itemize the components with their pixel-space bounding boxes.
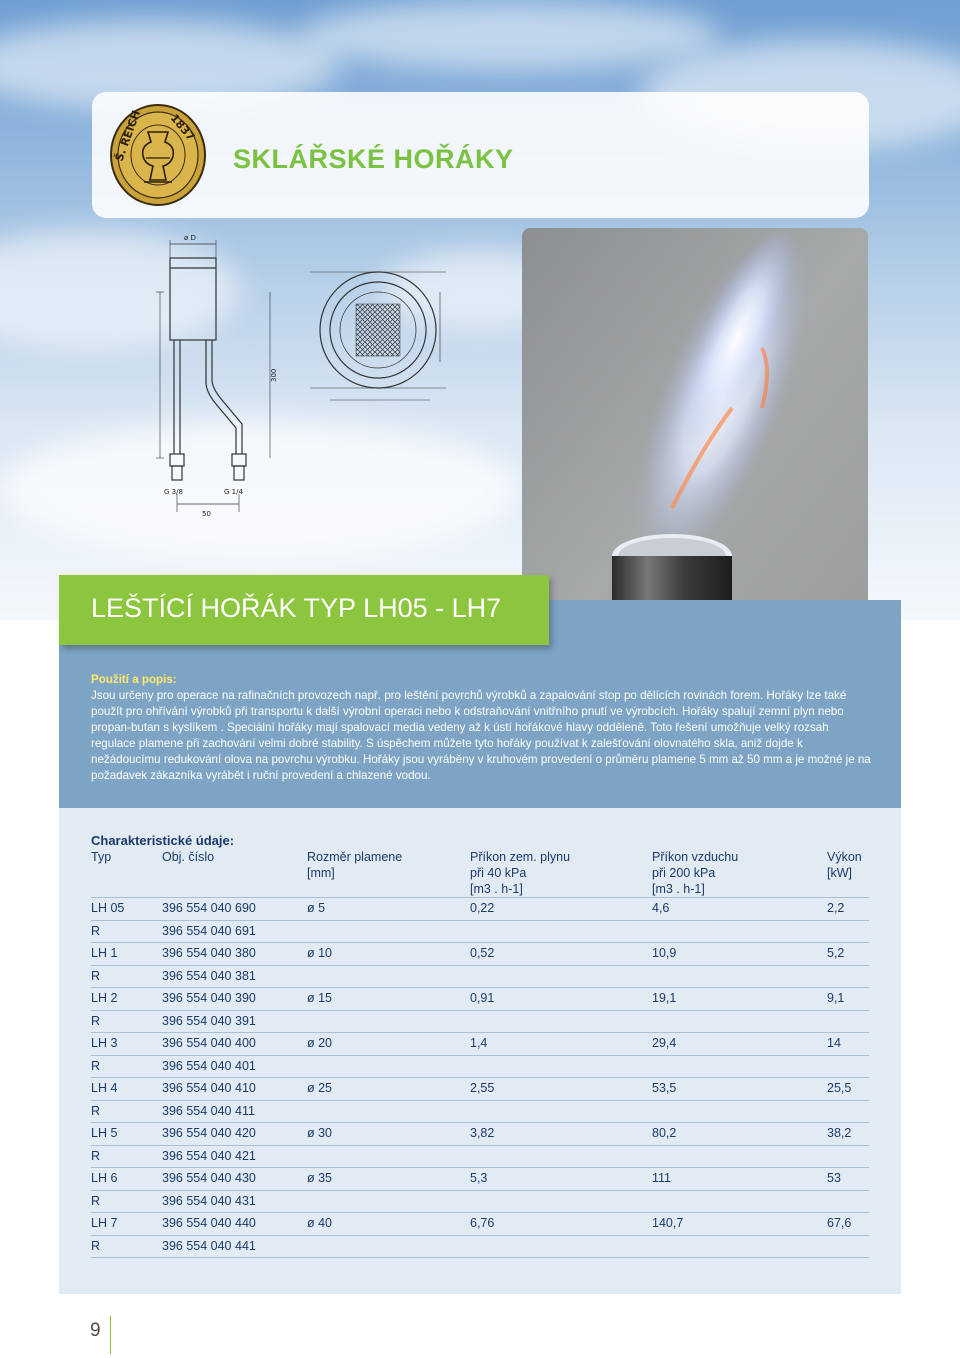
page-number-rule xyxy=(110,1316,111,1354)
cell-type: LH 5 xyxy=(91,1123,162,1146)
cell-power: 2,2 xyxy=(827,898,869,921)
cell-gas-input: 2,55 xyxy=(470,1078,652,1101)
cell-gas-input: 5,3 xyxy=(470,1168,652,1191)
description-heading: Použití a popis: xyxy=(91,673,177,686)
cell-air-input xyxy=(652,1145,827,1168)
cell-type: R xyxy=(91,1100,162,1123)
cell-gas-input xyxy=(470,1010,652,1033)
cell-air-input: 53,5 xyxy=(652,1078,827,1101)
cell-type: LH 4 xyxy=(91,1078,162,1101)
drawing-label-thread-right: G 1/4 xyxy=(224,488,243,496)
product-banner xyxy=(59,575,549,645)
cell-air-input: 140,7 xyxy=(652,1213,827,1236)
cell-gas-input: 3,82 xyxy=(470,1123,652,1146)
cell-flame-size: ø 15 xyxy=(307,988,470,1011)
cell-type: R xyxy=(91,1145,162,1168)
cell-air-input xyxy=(652,1055,827,1078)
cell-gas-input xyxy=(470,1055,652,1078)
cell-order-number: 396 554 040 690 xyxy=(162,898,307,921)
col-header-air-input: Příkon vzduchu při 200 kPa [m3 . h-1] xyxy=(652,849,827,898)
cell-gas-input xyxy=(470,1190,652,1213)
table-row xyxy=(91,1123,869,1146)
cell-flame-size xyxy=(307,1235,470,1258)
cell-type: R xyxy=(91,920,162,943)
cell-gas-input: 0,52 xyxy=(470,943,652,966)
cell-order-number: 396 554 040 691 xyxy=(162,920,307,943)
cell-gas-input xyxy=(470,1100,652,1123)
cell-gas-input xyxy=(470,1145,652,1168)
cell-order-number: 396 554 040 441 xyxy=(162,1235,307,1258)
cell-type: LH 2 xyxy=(91,988,162,1011)
cell-power: 9,1 xyxy=(827,988,869,1011)
table-row xyxy=(91,1168,869,1191)
table-row xyxy=(91,988,869,1011)
cell-flame-size: ø 10 xyxy=(307,943,470,966)
cell-air-input: 19,1 xyxy=(652,988,827,1011)
cell-gas-input: 0,22 xyxy=(470,898,652,921)
table-row xyxy=(91,965,869,988)
table-row xyxy=(91,1213,869,1236)
cell-air-input: 111 xyxy=(652,1168,827,1191)
cell-flame-size: ø 20 xyxy=(307,1033,470,1056)
cell-air-input xyxy=(652,965,827,988)
cell-power xyxy=(827,1145,869,1168)
description-text: Jsou určeny pro operace na rafinačních provozech např. pro leštění povrchů výrobků a zapalování stop po dělících rovinách forem. Hořáky lze také použít pro ohřívání výrobků při transportu k další výrobní operaci nebo k odstraňování vnitřního pnutí ve výrobcích. Hořáky spalují zemní plyn nebo propan-butan s kyslíkem . Speciální hořáky mají spalovací media vedeny až k ústí hořákové hlavy odděleně. Toto řešení umožňuje velký rozsah regulace plamene při zachování velmi dobré stability. S úspěchem můžete tyto hořáky používat k zalešťování olovnatého skla, aniž dojde k nežádoucímu redukování olova na povrchu výrobku. Hořáky jsou vyráběny v kruhovém provedení o průměru plamene 5 mm až 50 mm a je možné je na požadavek zákazníka vyrábět i ruční provedení a chlazené vodou. xyxy=(91,689,871,782)
drawing-label-length: 300 xyxy=(270,368,278,382)
cell-flame-size: ø 5 xyxy=(307,898,470,921)
cell-power: 14 xyxy=(827,1033,869,1056)
header-card xyxy=(92,92,869,218)
table-row xyxy=(91,898,869,921)
table-row xyxy=(91,1190,869,1213)
description-block xyxy=(91,672,871,784)
svg-text:1837: 1837 xyxy=(167,111,198,144)
cell-flame-size xyxy=(307,1010,470,1033)
cell-gas-input: 0,91 xyxy=(470,988,652,1011)
page-title: SKLÁŘSKÉ HOŘÁKY xyxy=(233,144,514,174)
cell-power xyxy=(827,1010,869,1033)
specs-heading: Charakteristické údaje: xyxy=(91,833,235,848)
cell-air-input xyxy=(652,1100,827,1123)
table-row xyxy=(91,1235,869,1258)
table-row xyxy=(91,1010,869,1033)
cell-gas-input xyxy=(470,965,652,988)
cell-type: LH 7 xyxy=(91,1213,162,1236)
cell-type: LH 3 xyxy=(91,1033,162,1056)
cell-flame-size xyxy=(307,965,470,988)
cell-type: LH 05 xyxy=(91,898,162,921)
cell-power: 53 xyxy=(827,1168,869,1191)
cell-air-input: 10,9 xyxy=(652,943,827,966)
cell-flame-size: ø 35 xyxy=(307,1168,470,1191)
cell-air-input: 80,2 xyxy=(652,1123,827,1146)
cell-flame-size: ø 25 xyxy=(307,1078,470,1101)
cell-gas-input xyxy=(470,920,652,943)
drawing-label-thread-left: G 3/8 xyxy=(164,488,183,496)
col-header-power: Výkon [kW] xyxy=(827,849,869,898)
cell-flame-size xyxy=(307,1190,470,1213)
cell-order-number: 396 554 040 430 xyxy=(162,1168,307,1191)
cell-flame-size xyxy=(307,1055,470,1078)
product-title: LEŠTÍCÍ HOŘÁK TYP LH05 - LH7 xyxy=(91,593,502,623)
cell-flame-size xyxy=(307,1100,470,1123)
page-number: 9 xyxy=(90,1320,101,1341)
cell-power: 25,5 xyxy=(827,1078,869,1101)
cell-order-number: 396 554 040 400 xyxy=(162,1033,307,1056)
cell-power: 67,6 xyxy=(827,1213,869,1236)
drawing-label-diameter: ø D xyxy=(184,234,196,242)
cell-flame-size: ø 30 xyxy=(307,1123,470,1146)
cell-order-number: 396 554 040 401 xyxy=(162,1055,307,1078)
table-row xyxy=(91,1033,869,1056)
cell-type: R xyxy=(91,1055,162,1078)
cell-order-number: 396 554 040 410 xyxy=(162,1078,307,1101)
col-header-flame-size: Rozměr plamene [mm] xyxy=(307,849,470,898)
cell-air-input: 4,6 xyxy=(652,898,827,921)
specs-table xyxy=(91,849,869,1258)
cell-order-number: 396 554 040 440 xyxy=(162,1213,307,1236)
burner-technical-drawing xyxy=(140,232,470,527)
drawing-label-spacing: 50 xyxy=(202,510,211,518)
cell-air-input: 29,4 xyxy=(652,1033,827,1056)
cell-power xyxy=(827,965,869,988)
col-header-type: Typ xyxy=(91,849,162,898)
cell-order-number: 396 554 040 381 xyxy=(162,965,307,988)
glassworks-seal-logo xyxy=(108,102,208,208)
cell-air-input xyxy=(652,1010,827,1033)
cell-power: 5,2 xyxy=(827,943,869,966)
cell-air-input xyxy=(652,1190,827,1213)
cell-type: R xyxy=(91,1010,162,1033)
cell-power xyxy=(827,1235,869,1258)
cell-flame-size xyxy=(307,920,470,943)
cell-gas-input: 6,76 xyxy=(470,1213,652,1236)
cell-type: R xyxy=(91,1235,162,1258)
cell-air-input xyxy=(652,1235,827,1258)
cell-type: R xyxy=(91,1190,162,1213)
cell-power: 38,2 xyxy=(827,1123,869,1146)
cell-gas-input xyxy=(470,1235,652,1258)
cell-order-number: 396 554 040 391 xyxy=(162,1010,307,1033)
cell-flame-size: ø 40 xyxy=(307,1213,470,1236)
cell-power xyxy=(827,920,869,943)
table-row xyxy=(91,943,869,966)
table-row xyxy=(91,1055,869,1078)
cell-gas-input: 1,4 xyxy=(470,1033,652,1056)
table-row xyxy=(91,920,869,943)
table-row xyxy=(91,1100,869,1123)
svg-text:Š. REICH: Š. REICH xyxy=(112,108,144,164)
cell-flame-size xyxy=(307,1145,470,1168)
cell-order-number: 396 554 040 411 xyxy=(162,1100,307,1123)
cell-air-input xyxy=(652,920,827,943)
table-row xyxy=(91,1145,869,1168)
col-header-gas-input: Příkon zem. plynu při 40 kPa [m3 . h-1] xyxy=(470,849,652,898)
cell-order-number: 396 554 040 431 xyxy=(162,1190,307,1213)
cell-type: R xyxy=(91,965,162,988)
specs-header-row xyxy=(91,849,869,898)
cell-order-number: 396 554 040 421 xyxy=(162,1145,307,1168)
col-header-order-number: Obj. číslo xyxy=(162,849,307,898)
cell-type: LH 1 xyxy=(91,943,162,966)
cell-power xyxy=(827,1190,869,1213)
cell-type: LH 6 xyxy=(91,1168,162,1191)
table-row xyxy=(91,1078,869,1101)
cell-order-number: 396 554 040 420 xyxy=(162,1123,307,1146)
cell-power xyxy=(827,1100,869,1123)
cell-order-number: 396 554 040 380 xyxy=(162,943,307,966)
cell-power xyxy=(827,1055,869,1078)
cell-order-number: 396 554 040 390 xyxy=(162,988,307,1011)
